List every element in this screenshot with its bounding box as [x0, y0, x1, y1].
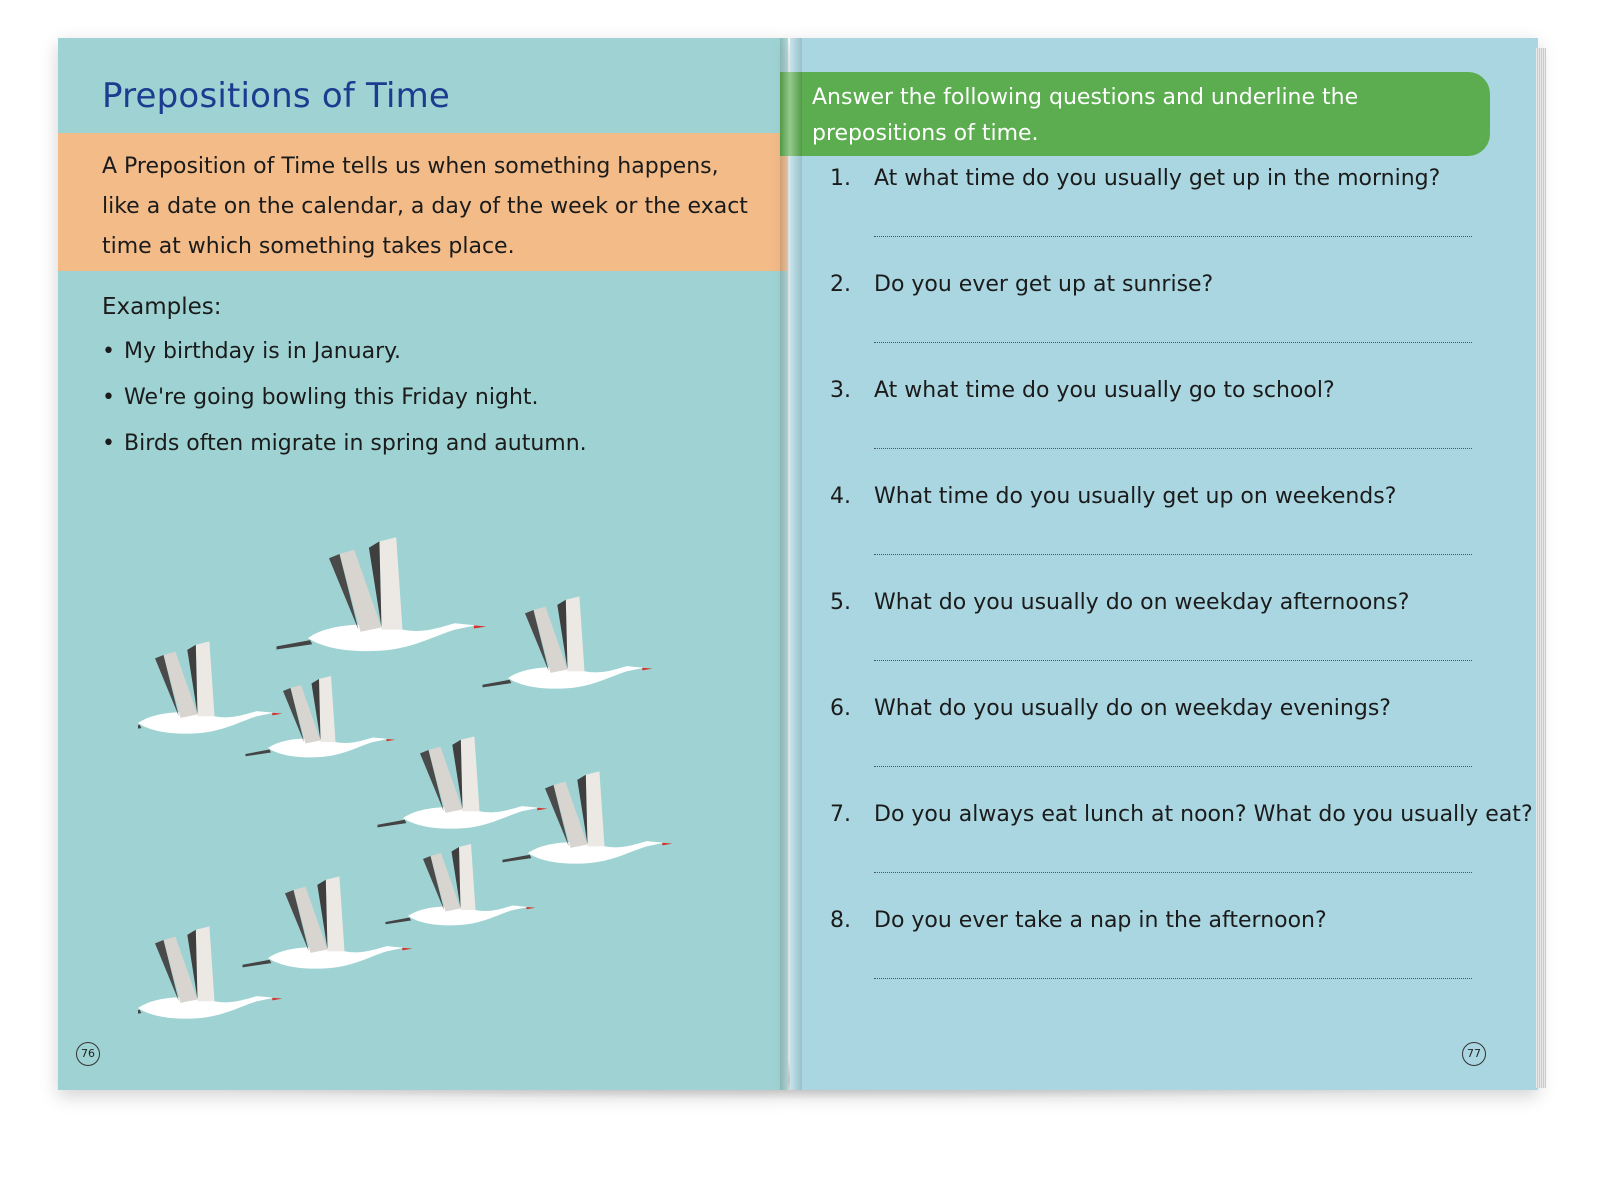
question-item — [830, 272, 1480, 378]
page-edges — [1536, 48, 1546, 1088]
question-text: At what time do you usually get up in the morning? — [874, 166, 1441, 191]
example-item: • My birthday is in January. — [102, 336, 587, 382]
definition-text: A Preposition of Time tells us when something happens, like a date on the calendar, a day of the week or the exact time at which something takes place. — [102, 154, 748, 259]
answer-line[interactable] — [874, 872, 1472, 873]
page-title: Prepositions of Time — [102, 76, 451, 116]
question-number: 6. — [830, 696, 851, 721]
question-number: 7. — [830, 802, 851, 827]
definition-box — [58, 133, 788, 271]
question-item — [830, 590, 1480, 696]
question-text: What do you usually do on weekday afternoons? — [874, 590, 1410, 615]
question-number: 8. — [830, 908, 851, 933]
right-page — [790, 38, 1538, 1090]
answer-line[interactable] — [874, 448, 1472, 449]
crane-illustration-item — [138, 641, 283, 733]
question-item — [830, 484, 1480, 590]
question-list — [830, 166, 1533, 1014]
question-item — [830, 378, 1480, 484]
left-page — [58, 38, 788, 1090]
crane-illustration-item — [483, 596, 653, 688]
crane-illustration-item — [503, 771, 673, 863]
question-item — [830, 802, 1533, 908]
crane-illustration-item — [378, 736, 548, 828]
crane-illustration-item — [277, 537, 487, 651]
question-number: 3. — [830, 378, 851, 403]
question-text: Do you ever get up at sunrise? — [874, 272, 1214, 297]
book-spine — [780, 38, 802, 1090]
question-text: What do you usually do on weekday evenings? — [874, 696, 1391, 721]
cranes-illustration — [138, 518, 698, 1038]
crane-illustration-item — [246, 676, 396, 757]
examples-heading: Examples: — [102, 294, 222, 320]
examples-list — [102, 336, 587, 474]
example-item: • We're going bowling this Friday night. — [102, 382, 587, 428]
question-number: 2. — [830, 272, 851, 297]
question-number: 5. — [830, 590, 851, 615]
crane-illustration-item — [386, 844, 536, 925]
instruction-banner — [780, 72, 1490, 156]
question-number: 4. — [830, 484, 851, 509]
answer-line[interactable] — [874, 766, 1472, 767]
answer-line[interactable] — [874, 236, 1472, 237]
answer-line[interactable] — [874, 660, 1472, 661]
question-text: What time do you usually get up on weekends? — [874, 484, 1397, 509]
instruction-text: Answer the following questions and underline the prepositions of time. — [812, 85, 1359, 146]
question-text: At what time do you usually go to school? — [874, 378, 1335, 403]
question-item — [830, 908, 1480, 1014]
question-item — [830, 166, 1480, 272]
question-item — [830, 696, 1480, 802]
question-number: 1. — [830, 166, 851, 191]
question-text: Do you always eat lunch at noon? What do you usually eat? — [874, 802, 1533, 827]
answer-line[interactable] — [874, 342, 1472, 343]
page-number-left: 76 — [76, 1042, 100, 1066]
answer-line[interactable] — [874, 978, 1472, 979]
answer-line[interactable] — [874, 554, 1472, 555]
crane-illustration-item — [138, 926, 283, 1018]
page-number-right: 77 — [1462, 1042, 1486, 1066]
example-item: • Birds often migrate in spring and autumn. — [102, 428, 587, 474]
question-text: Do you ever take a nap in the afternoon? — [874, 908, 1327, 933]
